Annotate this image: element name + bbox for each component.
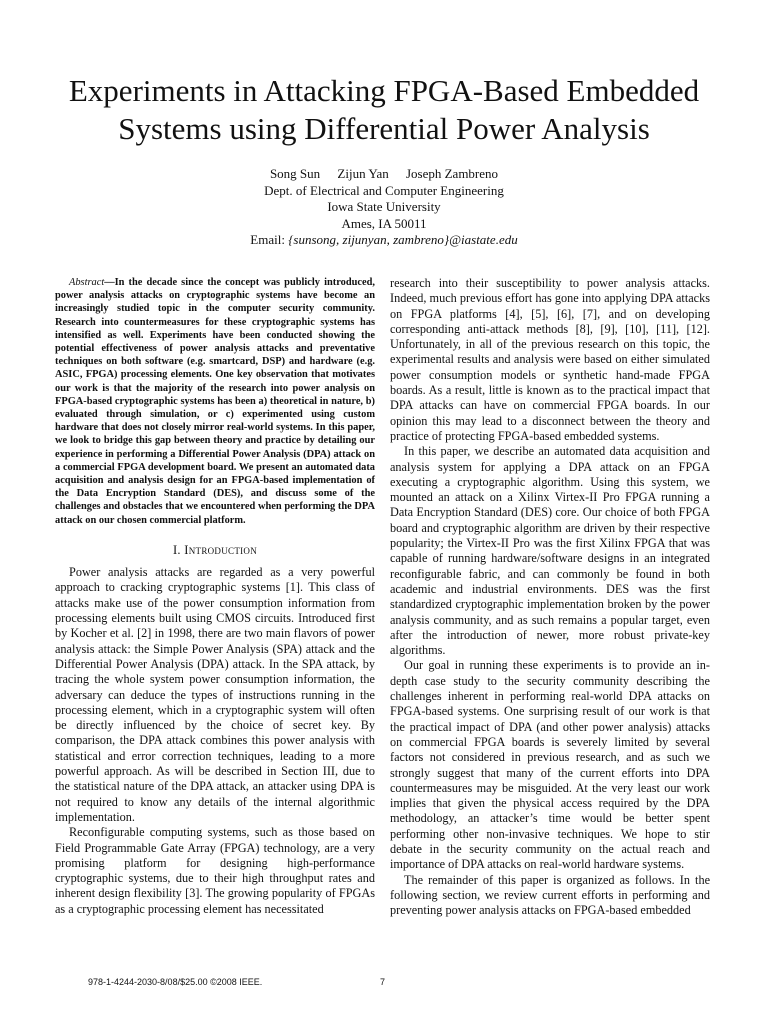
author-names <box>40 166 728 183</box>
title-line-2: Systems using Differential Power Analysis <box>118 111 650 146</box>
paper-title <box>40 72 728 148</box>
abstract-label: Abstract <box>69 277 105 288</box>
location: Ames, IA 50011 <box>341 215 427 231</box>
university: Iowa State University <box>327 199 441 214</box>
footer-copyright: 978-1-4244-2030-8/08/$25.00 ©2008 IEEE. <box>88 977 263 987</box>
right-column <box>390 276 710 918</box>
abstract-text: —In the decade since the concept was publicly introduced, power analysis attacks on cryptographic systems have become an increasingly studied topic in the computer security community. Research into countermeasures for these cryptographic systems has intensified as well. Experiments have been conducted showing the potential effectiveness of power analysis attacks and preventative techniques on both software (e.g. smartcard, DSP) and hardware (e.g. ASIC, FPGA) processing elements. One key observation that motivates our work is that the majority of the research into power analysis on FPGA-based cryptographic systems has been a) theoretical in nature, b) evaluated through simulation, or c) experimented using custom hardware that does not closely mirror real-world systems. In this paper, we look to bridge this gap between theory and practice by detailing our experience in performing a Differential Power Analysis (DPA) attack on a commercial FPGA development board. We present an automated data acquisition and analysis design for an FPGA-based implementation of the Data Encryption Standard (DES), and discuss some of the challenges and obstacles that we encountered when performing the DPA attack on our chosen commercial platform. <box>55 277 375 526</box>
body-paragraph: Our goal in running these experiments is to provide an in-depth case study to the security community describing the challenges inherent in performing real-world DPA attacks on FPGA-based systems. One surprising result of our work is that the practical impact of DPA (and other power analysis) attacks on commercial FPGA boards is severely limited by several factors not considered in previous research, and as such we strongly suggest that many of the current efforts into DPA countermeasures may be misguided. At the very least our work implies that given the physical access required by the DPA methodology, an attacker’s time would be better spent performing other non-invasive techniques. We hope to stir debate in the security community on the actual reach and importance of DPA attacks on real-world hardware systems. <box>390 658 710 872</box>
author-name: Song Sun <box>269 166 321 181</box>
email-addresses: {sunsong, zijunyan, zambreno}@iastate.edu <box>288 232 518 247</box>
body-paragraph: Power analysis attacks are regarded as a very powerful approach to cracking cryptographic systems [1]. This class of attacks make use of the power consumption information from processing elements built using CMOS circuits. Introduced first by Kocher et al. [2] in 1998, there are two main flavors of power analysis attack: the Simple Power Analysis (SPA) attack and the Differential Power Analysis (DPA) attack. In the SPA attack, by tracing the whole system power consumption information, the adversary can deduce the types of instructions running in the processing element, which in a cryptographic system will often be directly influenced by the choice of secret key. By comparison, the DPA attack combines this power analysis with statistical and error correction techniques, leading to a more powerful approach. As will be described in Section III, due to the statistical nature of the DPA attack, an attacker using DPA is not required to know any details of the internal algorithmic implementation. <box>55 565 375 824</box>
email-label: Email: <box>250 232 285 247</box>
author-name: Joseph Zambreno <box>405 166 499 181</box>
section-heading-introduction: I. Introduction <box>172 542 258 557</box>
author-name: Zijun Yan <box>337 166 389 181</box>
left-column <box>55 276 375 917</box>
affiliation: Dept. of Electrical and Computer Engineering <box>264 182 504 198</box>
author-block <box>40 166 728 249</box>
email-line <box>40 232 728 249</box>
body-paragraph: The remainder of this paper is organized as follows. In the following section, we review current efforts in performing and preventing power analysis attacks on FPGA-based embedded <box>390 872 710 918</box>
abstract <box>55 276 375 527</box>
page-number: 7 <box>380 977 386 987</box>
body-paragraph: research into their susceptibility to power analysis attacks. Indeed, much previous effort has gone into applying DPA attacks on FPGA platforms [4], [5], [6], [7], and on developing corresponding anti-attack methods [8], [9], [10], [11], [12]. Unfortunately, in all of the previous research on this topic, the experimental results and analysis were based on either simulated power consumption models or synthetic hand-made FPGA boards. As a result, little is known as to the practical impact that DPA attacks can have on commercial FPGA boards. In our opinion this may lead to a disconnect between the theory and practice of protecting FPGA-based embedded systems. <box>390 276 710 443</box>
title-line-1: Experiments in Attacking FPGA-Based Embedded <box>68 73 700 108</box>
body-paragraph: In this paper, we describe an automated data acquisition and analysis system for applying a DPA attack on an FPGA executing a cryptographic algorithm. Using this system, we mounted an attack on a Xilinx Virtex-II Pro FPGA running a Data Encryption Standard (DES) core. Our choice of both FPGA board and cryptographic algorithm are driven by their respective popularity; the Virtex-II Pro was the first Xilinx FPGA that was capable of running hardware/software designs in an integrated reconfigurable fabric, and can commonly be found in both academic and industrial environments. DES was the first standardized cryptographic implementation broken by the power analysis community, and as such remains a popular target, even after the introduction of newer, more robust private-key algorithms. <box>390 444 710 658</box>
body-paragraph: Reconfigurable computing systems, such as those based on Field Programmable Gate Array (FPGA) technology, are a very promising platform for designing high-performance cryptographic systems, due to their high throughput rates and inherent design flexibility [3]. The growing popularity of FPGAs as a cryptographic processing element has necessitated <box>55 825 375 916</box>
